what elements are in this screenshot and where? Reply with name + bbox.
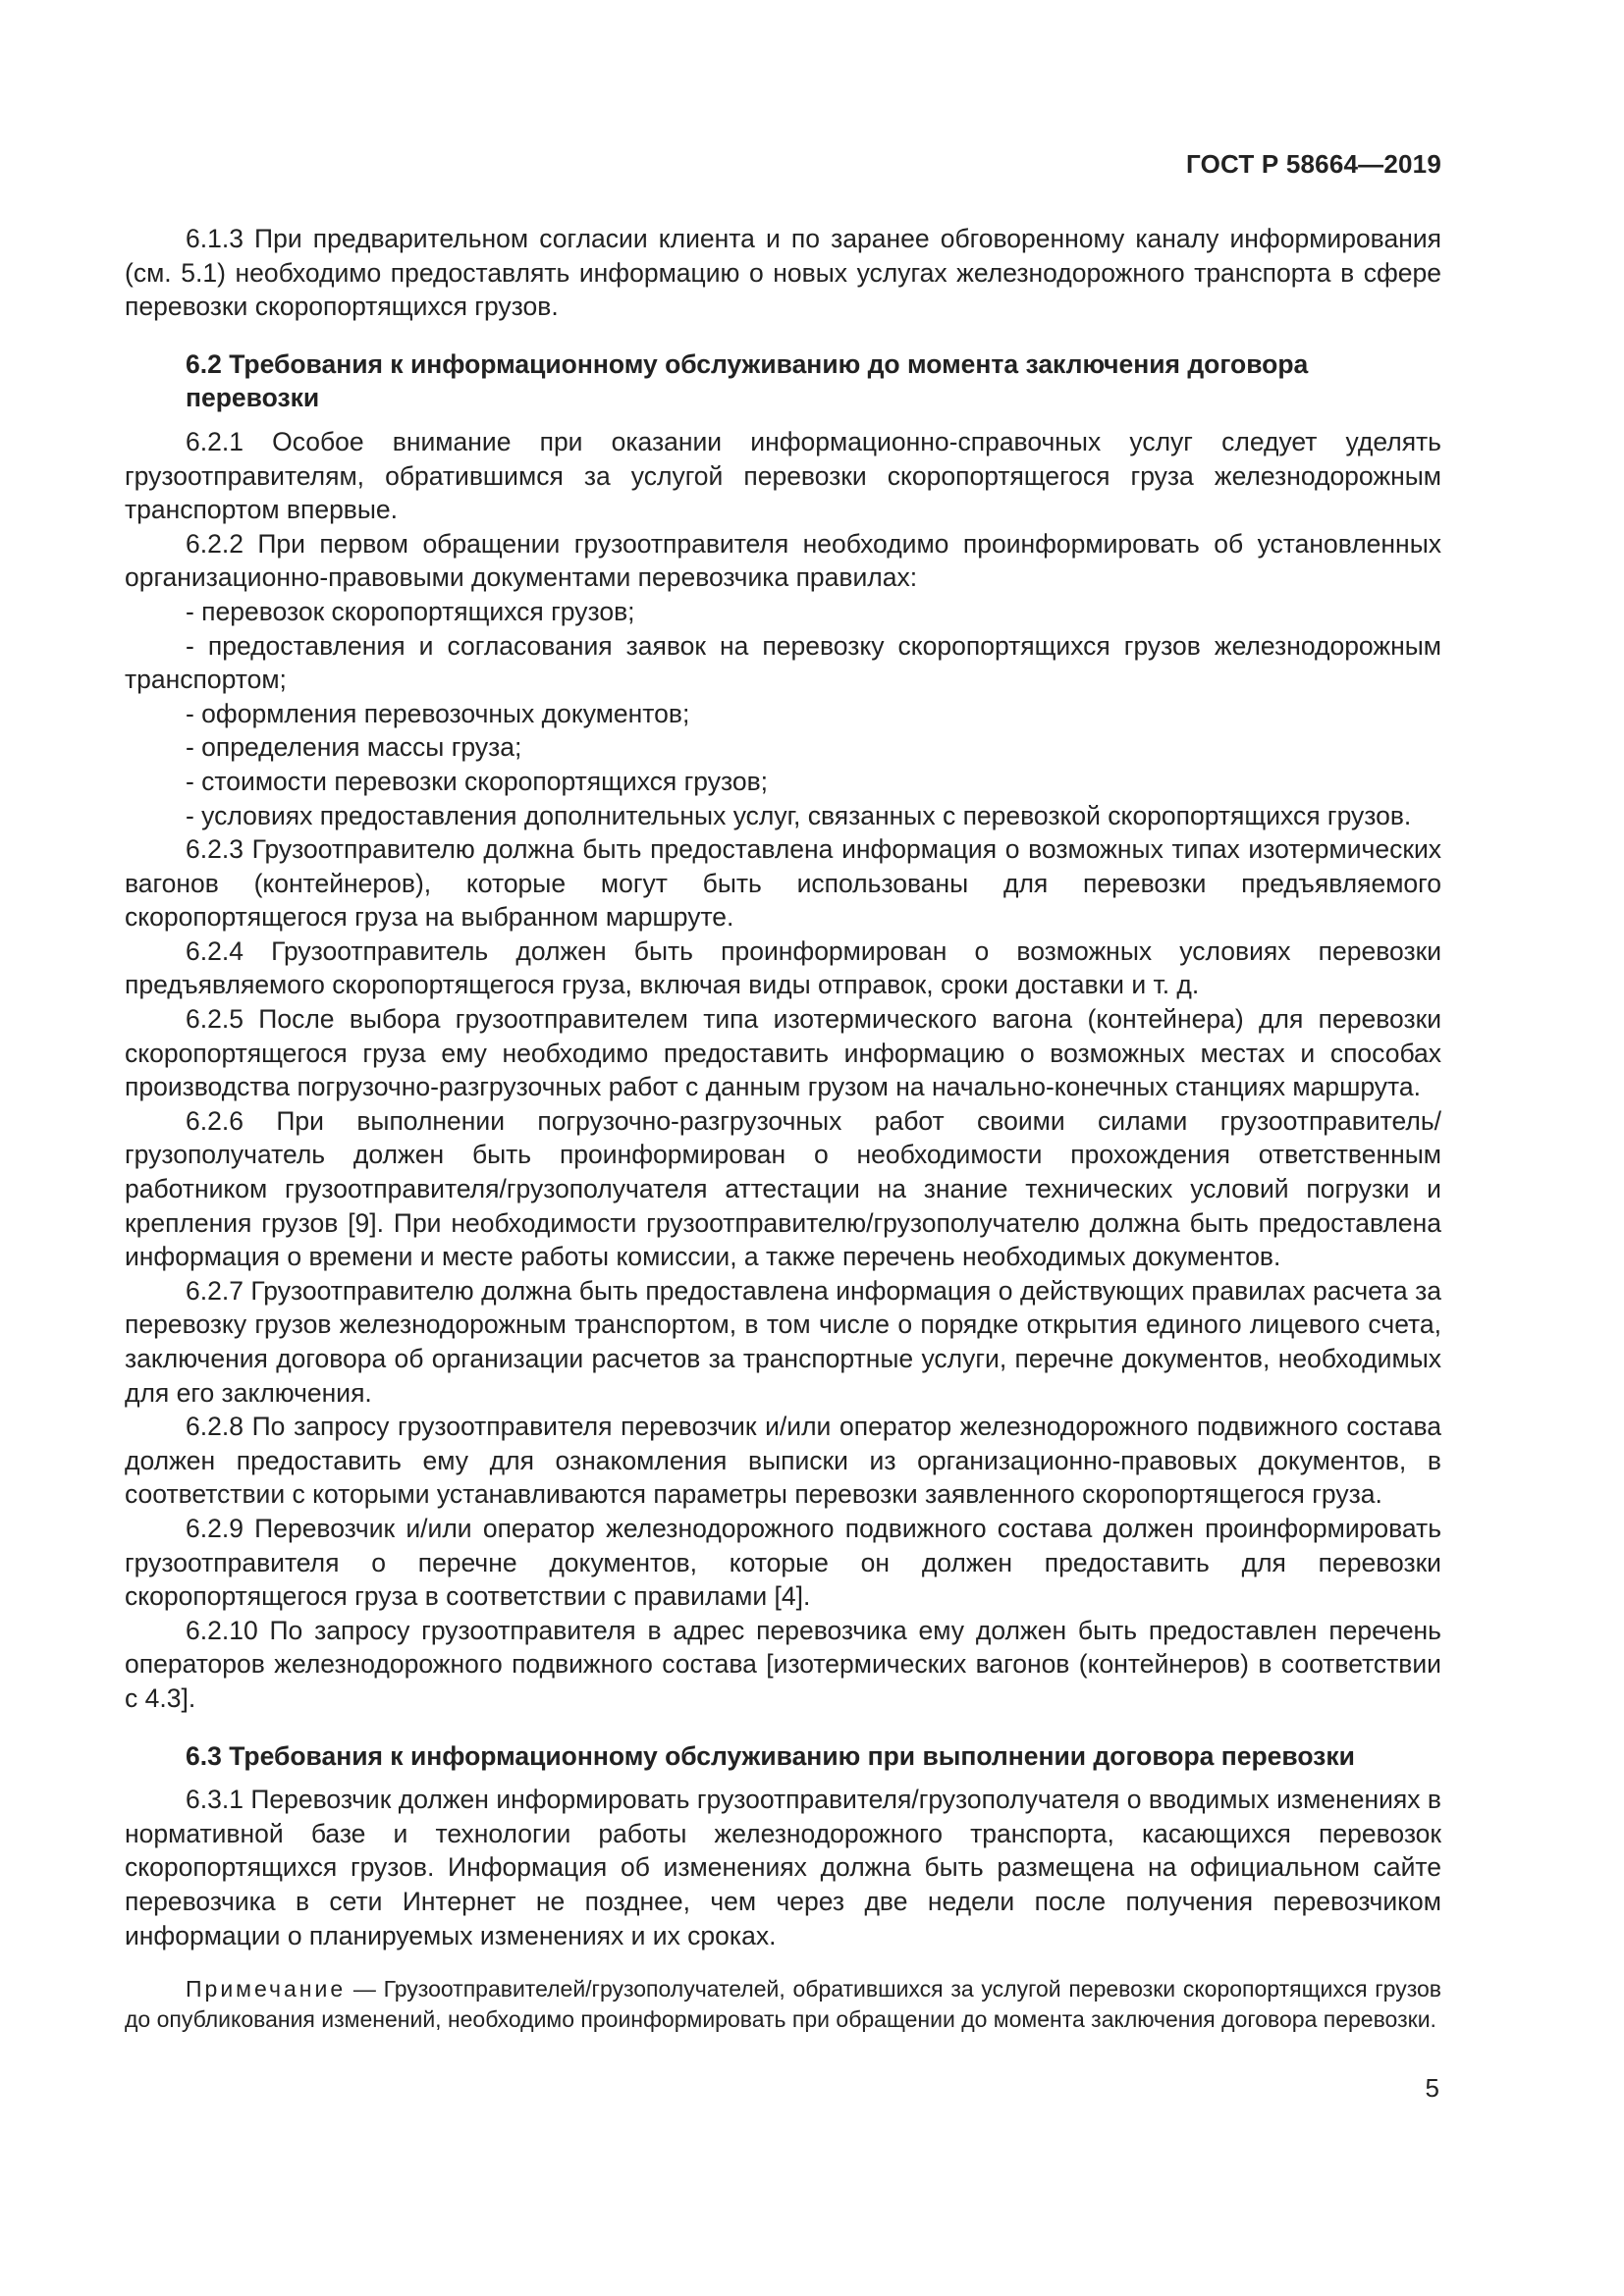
paragraph-6-3-1: 6.3.1 Перевозчик должен информировать грузоотправителя/грузополучателя о вводимых изменениях в нормативной базе и технологии работы железнодорожного транспорта, касающихся перевозок скоропортящихся грузов. Информация об изменениях должна быть размещена на официальном сайте перевозчика в сети Интернет не позднее, чем через две недели после получения перевозчиком информации о планируемых изменениях и их сроках. — [125, 1785, 1441, 1950]
section-heading-6-3: 6.3 Требования к информационному обслуживанию при выполнении договора перевозки — [186, 1740, 1355, 1771]
paragraph-6-2-4: 6.2.4 Грузоотправитель должен быть проинформирован о возможных условиях перевозки предъявляемого скоропортящегося груза, включая виды отправок, сроки доставки и т. д. — [125, 935, 1441, 1000]
paragraph-6-2-8: 6.2.8 По запросу грузоотправителя перевозчик и/или оператор железнодорожного подвижного состава должен предоставить ему для ознакомления выписки из организационно-правовых документов, в соответствии с которыми устанавливаются параметры перевозки заявленного скоропортящегося груза. — [125, 1412, 1441, 1510]
paragraph-6-1-3: 6.1.3 При предварительном согласии клиента и по заранее обговоренному каналу информирования (см. 5.1) необходимо предоставлять информацию о новых услугах железнодорожного транспорта в сфере перевозки скоропортящихся грузов. — [125, 224, 1441, 322]
document-header-id: ГОСТ Р 58664—2019 — [1186, 149, 1441, 179]
list-item: - предоставления и согласования заявок на перевозку скоропортящихся грузов железнодорожным транспортом; — [125, 630, 1441, 695]
list-item: - оформления перевозочных документов; — [186, 698, 690, 728]
paragraph-6-2-7: 6.2.7 Грузоотправителю должна быть предоставлена информация о действующих правилах расчета за перевозку грузов железнодорожным транспортом, в том числе о порядке открытия единого лицевого счета, заключения договора об организации расчетов за транспортные услуги, перечне документов, необходимых для его заключения. — [125, 1275, 1441, 1408]
paragraph-6-2-5: 6.2.5 После выбора грузоотправителем типа изотермического вагона (контейнера) для перевозки скоропортящегося груза ему необходимо предоставить информацию о возможных местах и способах производства погрузочно-разгрузочных работ с данным грузом на начально-конечных станциях маршрута. — [125, 1004, 1441, 1102]
page-number: 5 — [1425, 2073, 1439, 2103]
paragraph-6-2-6: 6.2.6 При выполнении погрузочно-разгрузочных работ своими силами грузоотправитель/грузополучатель должен быть проинформирован о необходимости прохождения ответственным работником грузоотправителя/грузополучателя аттестации на знание технических условий погрузки и крепления грузов [9]. При необходимости грузоотправителю/грузополучателю должна быть предоставлена информация о времени и месте работы комиссии, а также перечень необходимых документов. — [125, 1105, 1441, 1272]
list-item: - определения массы груза; — [186, 732, 522, 763]
paragraph-6-2-2: 6.2.2 При первом обращении грузоотправителя необходимо проинформировать об установленных организационно-правовыми документами перевозчика правилах: — [125, 528, 1441, 593]
document-body — [125, 222, 1441, 2035]
paragraph-6-2-10: 6.2.10 По запросу грузоотправителя в адрес перевозчика ему должен быть предоставлен перечень операторов железнодорожного подвижного состава [изотермических вагонов (контейнеров) в соответствии с 4.3]. — [125, 1615, 1441, 1713]
note-text: — Грузоотправителей/грузополучателей, обратившихся за услугой перевозки скоропортящихся грузов до опубликования изменений, необходимо проинформировать при обращении до момента заключения договора перевозки. — [125, 1976, 1441, 2033]
section-heading-6-2: 6.2 Требования к информационному обслуживанию до момента заключения договора перевозки — [186, 348, 1309, 413]
paragraph-6-2-3: 6.2.3 Грузоотправителю должна быть предоставлена информация о возможных типах изотермических вагонов (контейнеров), которые могут быть использованы для перевозки предъявляемого скоропортящегося груза на выбранном маршруте. — [125, 834, 1441, 933]
note-label: Примечание — [186, 1976, 347, 2002]
list-item: - условиях предоставления дополнительных услуг, связанных с перевозкой скоропортящихся грузов. — [186, 800, 1412, 830]
list-item: - стоимости перевозки скоропортящихся грузов; — [186, 766, 769, 796]
paragraph-6-2-1: 6.2.1 Особое внимание при оказании информационно-справочных услуг следует уделять грузоотправителям, обратившимся за услугой перевозки скоропортящегося груза железнодорожным транспортом впервые. — [125, 426, 1441, 525]
paragraph-6-2-9: 6.2.9 Перевозчик и/или оператор железнодорожного подвижного состава должен проинформировать грузоотправителя о перечне документов, которые он должен предоставить для перевозки скоропортящегося груза в соответствии с правилами [4]. — [125, 1513, 1441, 1612]
list-item: - перевозок скоропортящихся грузов; — [186, 596, 635, 626]
note-paragraph — [125, 1974, 1441, 2035]
